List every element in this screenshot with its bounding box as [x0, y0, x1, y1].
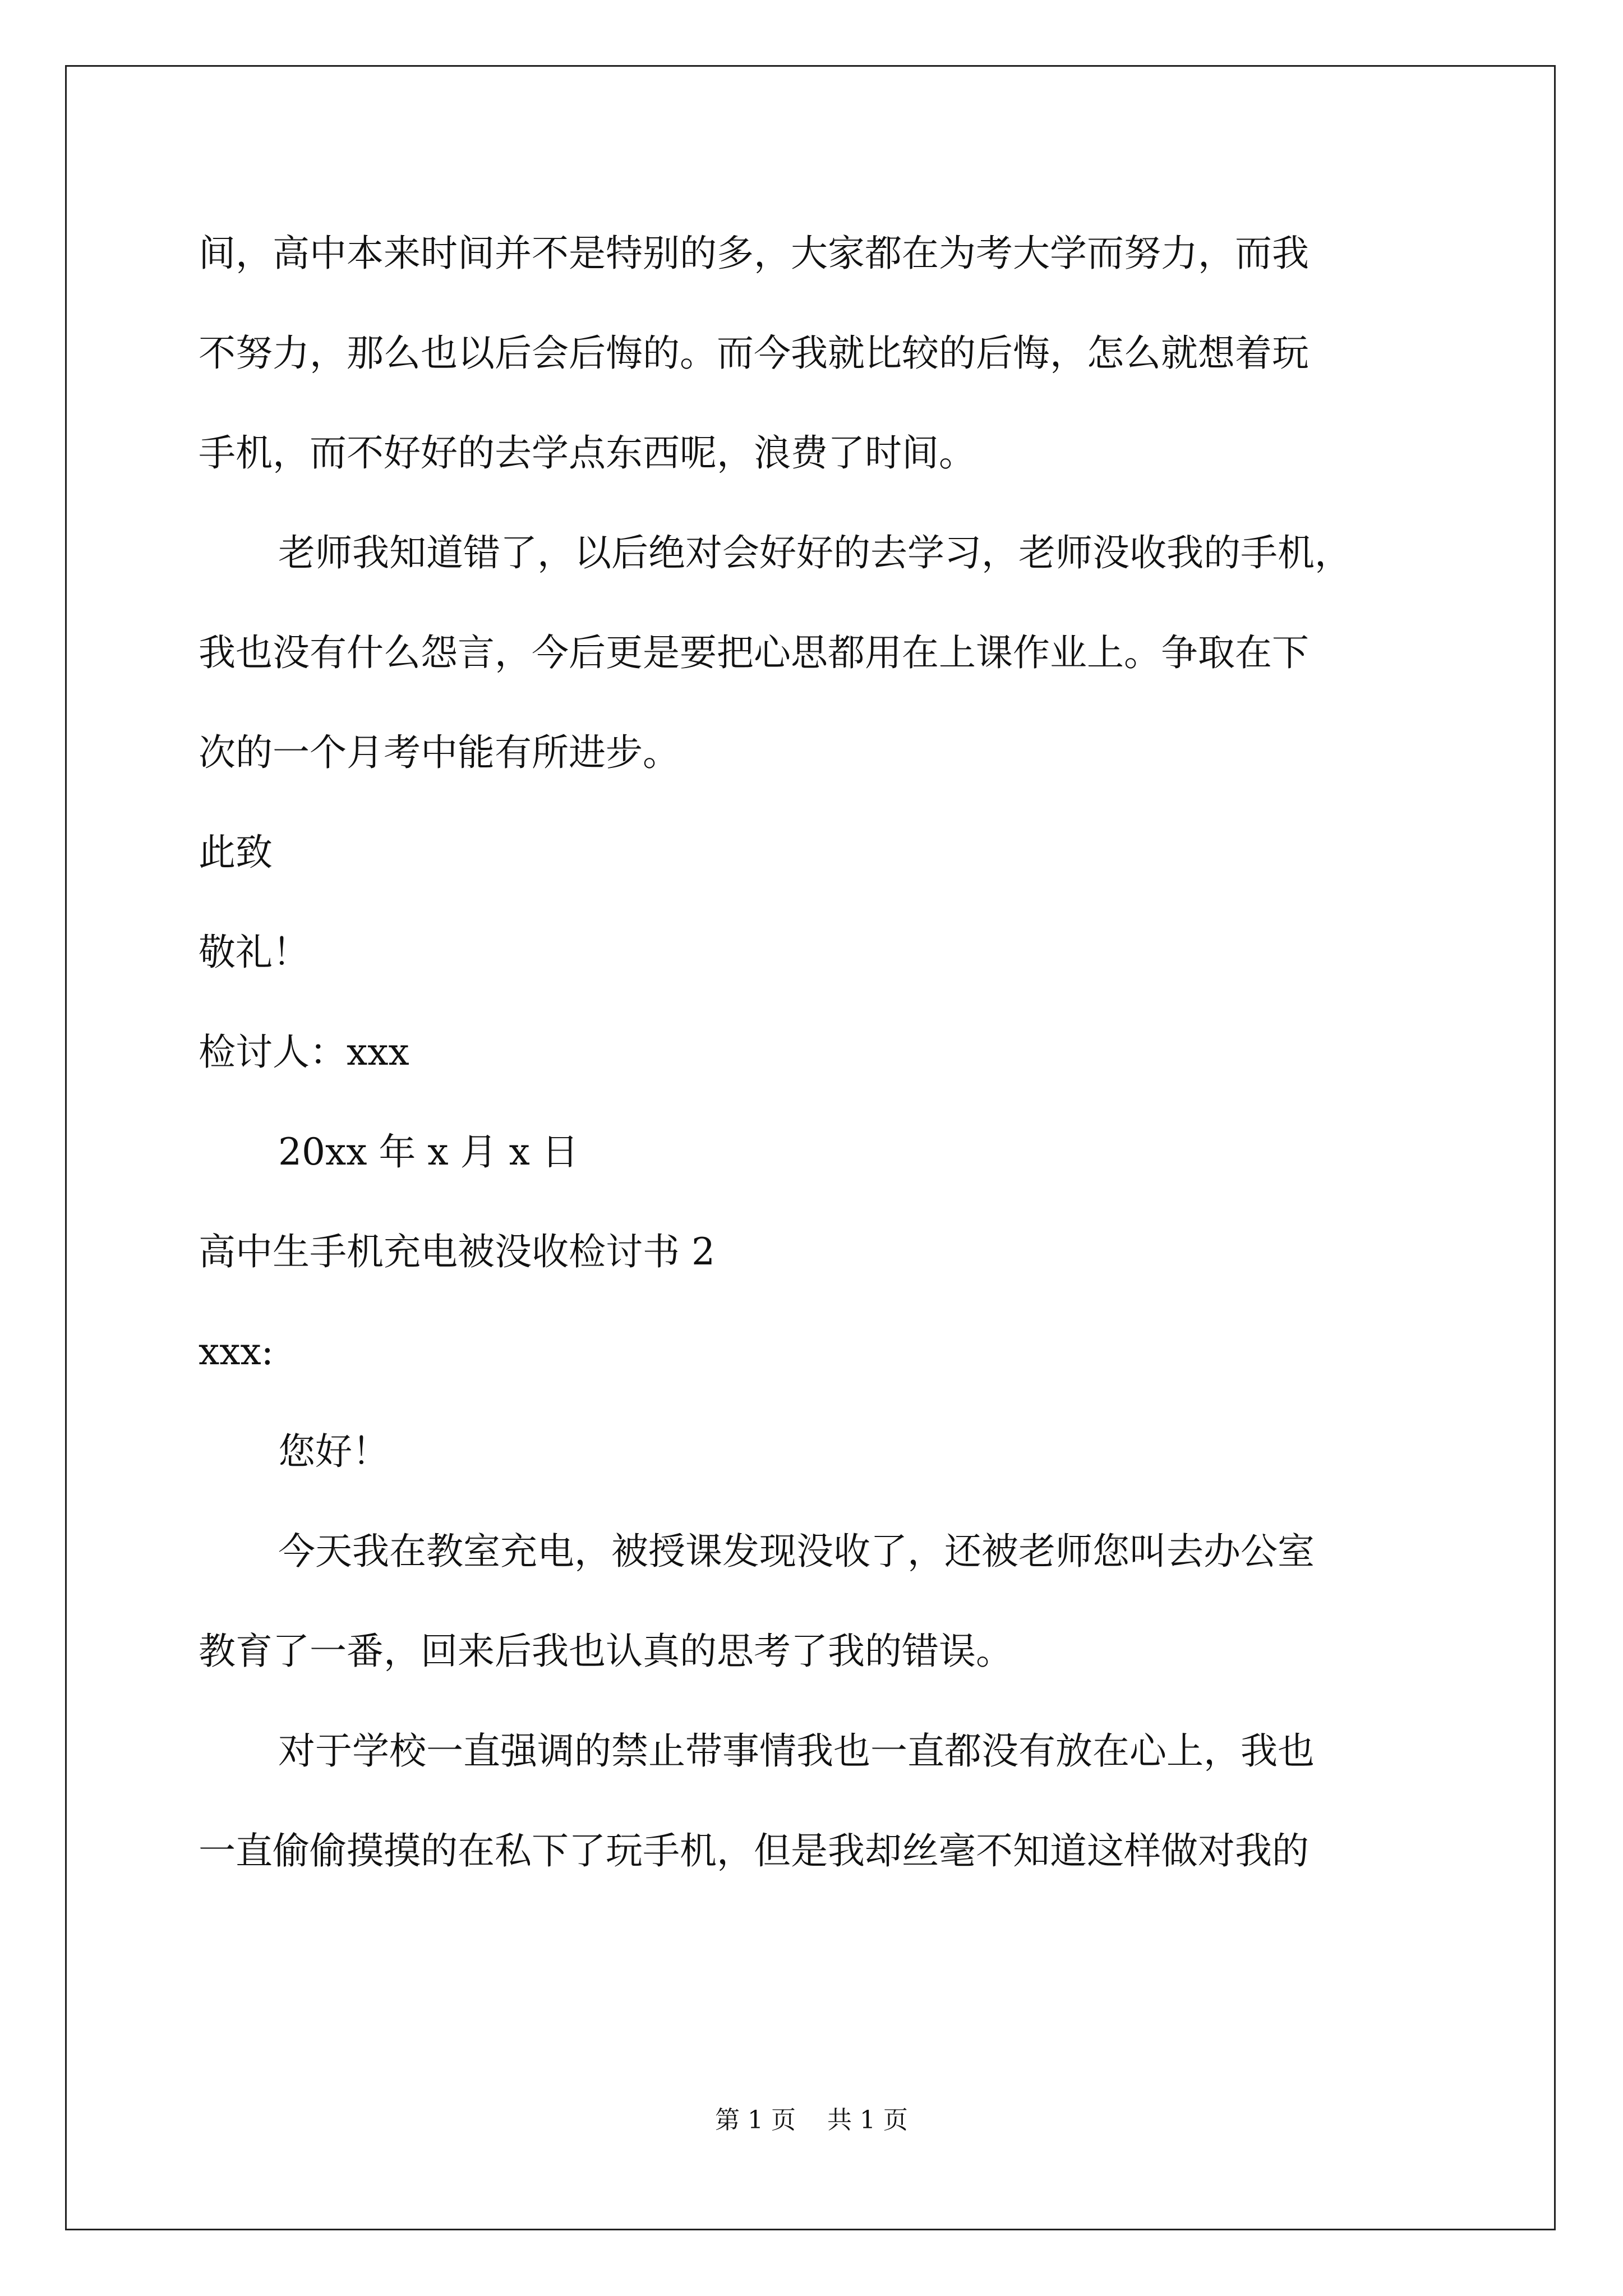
date-line: 20xx 年 x 月 x 日: [278, 1130, 579, 1174]
text-line: 教育了一番，回来后我也认真的思考了我的错误。: [199, 1630, 1013, 1673]
page-number-footer: 第 1 页 共 1 页: [715, 2106, 908, 2134]
text-line: 次的一个月考中能有所进步。: [199, 731, 680, 774]
signer-line: 检讨人：xxx: [199, 1030, 409, 1074]
text-line: 今天我在教室充电，被授课发现没收了，还被老师您叫去办公室: [278, 1530, 1315, 1573]
text-line: 间，高中本来时间并不是特别的多，大家都在为考大学而努力，而我: [199, 232, 1309, 275]
section-title: 高中生手机充电被没收检讨书 2: [199, 1230, 715, 1273]
salutation-line: 敬礼！: [199, 931, 310, 974]
greeting-line: 您好！: [278, 1430, 389, 1473]
text-line: 手机，而不好好的去学点东西呢，浪费了时间。: [199, 431, 976, 475]
text-line: 对于学校一直强调的禁止带事情我也一直都没有放在心上，我也: [278, 1729, 1315, 1773]
text-line: 我也没有什么怨言，今后更是要把心思都用在上课作业上。争取在下: [199, 631, 1309, 674]
closing-line: 此致: [199, 831, 273, 874]
text-line: 一直偷偷摸摸的在私下了玩手机，但是我却丝毫不知道这样做对我的: [199, 1829, 1309, 1872]
recipient-line: xxx:: [199, 1330, 274, 1373]
text-line: 不努力，那么也以后会后悔的。而今我就比较的后悔，怎么就想着玩: [199, 332, 1309, 375]
text-line: 老师我知道错了，以后绝对会好好的去学习，老师没收我的手机，: [278, 531, 1352, 574]
